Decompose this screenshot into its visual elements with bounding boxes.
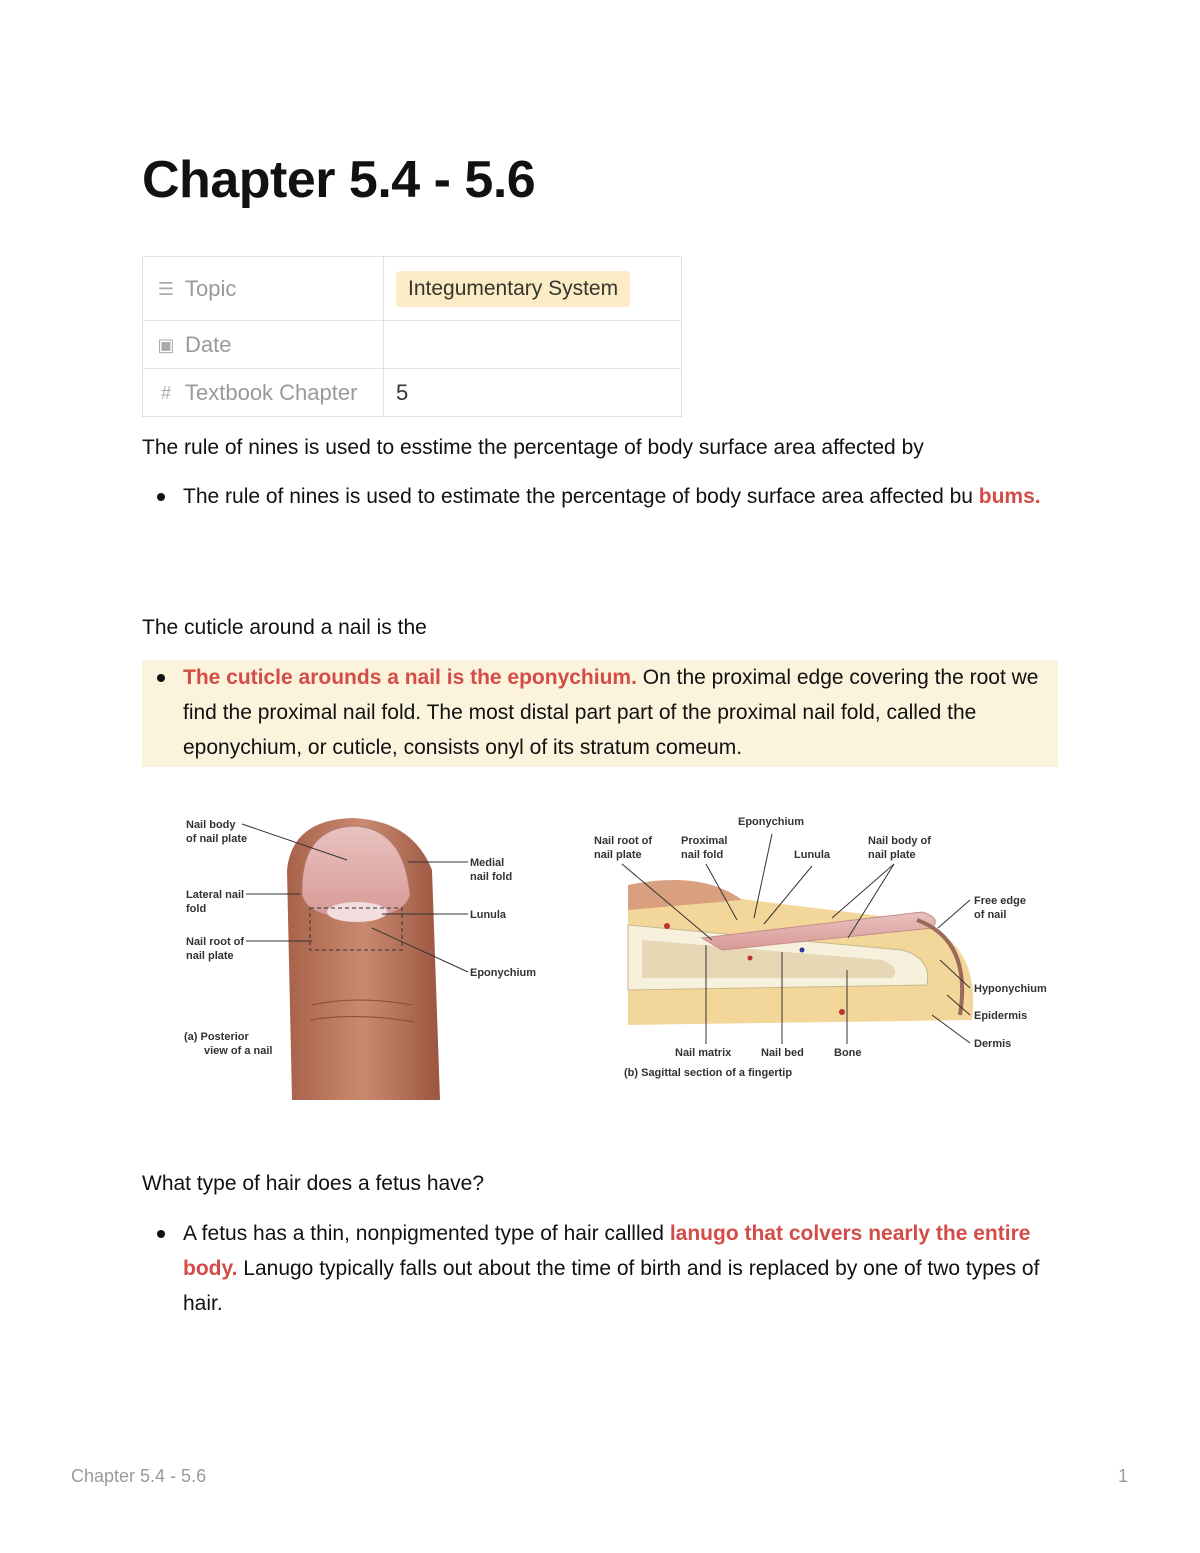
svg-text:fold: fold [186, 903, 207, 915]
svg-text:Nail matrix: Nail matrix [675, 1047, 732, 1059]
svg-text:view of a nail: view of a nail [204, 1045, 273, 1057]
svg-text:Nail body of: Nail body of [868, 835, 931, 847]
answer-fetus-hair: A fetus has a thin, nonpigmented type of hair callled lanugo that colvers nearly the entire body. Lanugo typically falls out about the time of birth and is replaced by one of two types of hair. [142, 1216, 1058, 1321]
svg-text:nail fold: nail fold [681, 849, 724, 861]
svg-text:of nail plate: of nail plate [186, 833, 248, 845]
svg-text:Nail root of: Nail root of [186, 936, 245, 948]
svg-text:Lateral nail: Lateral nail [186, 889, 245, 901]
property-key: Textbook Chapter [185, 379, 358, 405]
answer-rule-of-nines: The rule of nines is used to estimate the percentage of body surface area affected bu bums. [142, 479, 1058, 514]
svg-text:(b) Sagittal section of a fing: (b) Sagittal section of a fingertip [624, 1067, 793, 1079]
svg-text:(a) Posterior: (a) Posterior [184, 1031, 249, 1043]
svg-text:Nail root of: Nail root of [594, 835, 653, 847]
topic-tag[interactable]: Integumentary System [396, 271, 630, 307]
svg-text:Lunula: Lunula [470, 909, 507, 921]
fingertip-section-drawing [628, 880, 973, 1025]
bullet-icon [157, 1230, 165, 1238]
svg-text:Nail bed: Nail bed [761, 1047, 804, 1059]
svg-text:Bone: Bone [834, 1047, 862, 1059]
svg-text:Epidermis: Epidermis [974, 1010, 1028, 1022]
properties-table [142, 256, 682, 417]
question-rule-of-nines: The rule of nines is used to esstime the percentage of body surface area affected by [142, 436, 924, 459]
svg-text:Medial: Medial [470, 857, 505, 869]
svg-text:Lunula: Lunula [794, 849, 831, 861]
property-row-textbook-chapter[interactable] [143, 369, 682, 417]
svg-text:Dermis: Dermis [974, 1038, 1012, 1050]
property-row-topic[interactable] [143, 257, 682, 321]
question-cuticle: The cuticle around a nail is the [142, 616, 427, 639]
svg-text:Nail body: Nail body [186, 819, 236, 831]
nail-anatomy-figure [142, 800, 1060, 1100]
chapter-value[interactable]: 5 [384, 369, 682, 417]
answer-cuticle: The cuticle arounds a nail is the eponychium. On the proximal edge covering the root we find the proximal nail fold. The most distal part part of the proximal nail fold, called the eponychium, or cuticle, consists onyl of its stratum comeum. [142, 660, 1058, 767]
svg-text:Proximal: Proximal [681, 835, 728, 847]
svg-text:nail plate: nail plate [186, 950, 234, 962]
svg-text:nail plate: nail plate [868, 849, 916, 861]
svg-text:of nail: of nail [974, 909, 1007, 921]
footer-title: Chapter 5.4 - 5.6 [71, 1466, 207, 1486]
footer-page-number: 1 [1118, 1466, 1129, 1486]
svg-text:Eponychium: Eponychium [738, 816, 805, 828]
property-row-date[interactable] [143, 321, 682, 369]
finger-posterior-drawing [287, 818, 440, 1100]
bullet-icon [157, 674, 165, 682]
svg-text:Hyponychium: Hyponychium [974, 983, 1047, 995]
property-key: Topic [185, 275, 237, 301]
number-icon: # [160, 383, 171, 404]
page-title: Chapter 5.4 - 5.6 [142, 151, 536, 209]
svg-text:nail fold: nail fold [470, 871, 513, 883]
calendar-icon: ▣ [157, 335, 175, 356]
list-icon: ☰ [157, 279, 175, 300]
property-key: Date [185, 331, 232, 357]
date-value[interactable] [384, 321, 682, 369]
bullet-icon [157, 493, 165, 501]
svg-text:Eponychium: Eponychium [470, 967, 537, 979]
svg-text:nail plate: nail plate [594, 849, 642, 861]
svg-text:Free edge: Free edge [974, 895, 1026, 907]
question-fetus-hair: What type of hair does a fetus have? [142, 1172, 485, 1195]
